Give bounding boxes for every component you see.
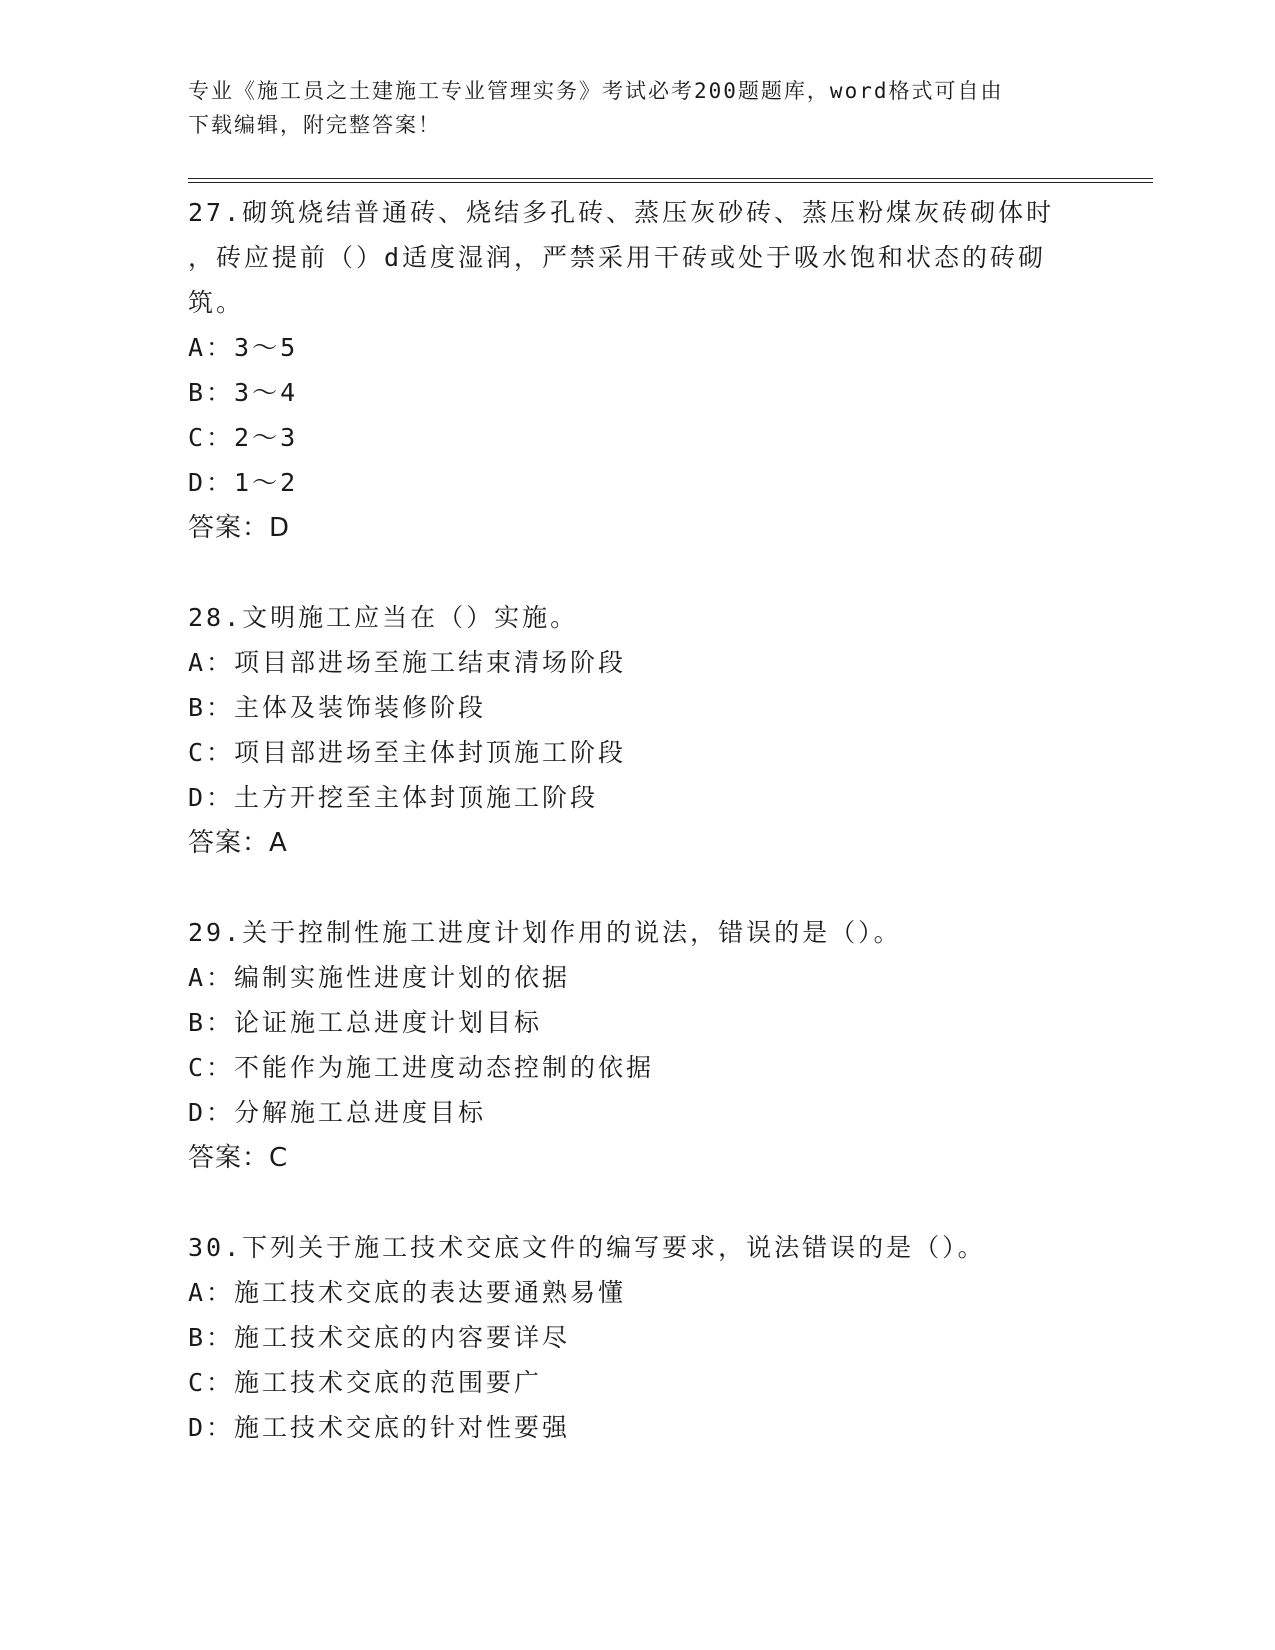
question-spacer	[188, 866, 1128, 910]
question-spacer	[188, 551, 1128, 595]
option-a: A：编制实施性进度计划的依据	[188, 963, 571, 992]
option-b: B：施工技术交底的内容要详尽	[188, 1323, 571, 1352]
question-stem-line: 30.下列关于施工技术交底文件的编写要求，说法错误的是（）。	[188, 1233, 986, 1262]
header-divider-top	[188, 178, 1153, 179]
question-stem	[188, 190, 1128, 325]
option-b: B：论证施工总进度计划目标	[188, 1008, 543, 1037]
option-b: B：3～4	[188, 378, 299, 407]
answer-label: 答案：D	[188, 513, 291, 543]
question-stem-line: 29.关于控制性施工进度计划作用的说法，错误的是（）。	[188, 918, 902, 947]
option-a: A：项目部进场至施工结束清场阶段	[188, 648, 627, 677]
option-d: D：土方开挖至主体封顶施工阶段	[188, 783, 599, 812]
header-divider-bottom	[188, 182, 1153, 183]
header-line-1: 专业《施工员之土建施工专业管理实务》考试必考200题题库，word格式可自由	[188, 79, 1004, 103]
option-c: C：不能作为施工进度动态控制的依据	[188, 1053, 655, 1082]
document-header	[188, 74, 1088, 142]
answer-label: 答案：C	[188, 1143, 289, 1173]
question-stem	[188, 1225, 1128, 1270]
question-stem	[188, 595, 1128, 640]
question-27	[188, 190, 1128, 551]
option-d: D：分解施工总进度目标	[188, 1098, 487, 1127]
question-list	[188, 190, 1128, 1450]
question-stem-line: ，砖应提前（）d适度湿润，严禁采用干砖或处于吸水饱和状态的砖砌	[188, 243, 1047, 272]
option-a: A：3～5	[188, 333, 299, 362]
option-c: C：2～3	[188, 423, 299, 452]
question-stem-line: 28.文明施工应当在（）实施。	[188, 603, 579, 632]
question-29	[188, 910, 1128, 1181]
question-stem-line: 27.砌筑烧结普通砖、烧结多孔砖、蒸压灰砂砖、蒸压粉煤灰砖砌体时	[188, 198, 1055, 227]
option-d: D：1～2	[188, 468, 299, 497]
header-line-2: 下载编辑，附完整答案！	[188, 113, 441, 137]
option-b: B：主体及装饰装修阶段	[188, 693, 487, 722]
question-stem-line: 筑。	[188, 288, 245, 317]
question-spacer	[188, 1181, 1128, 1225]
option-a: A：施工技术交底的表达要通熟易懂	[188, 1278, 627, 1307]
question-stem	[188, 910, 1128, 955]
option-d: D：施工技术交底的针对性要强	[188, 1413, 571, 1442]
question-30	[188, 1225, 1128, 1450]
option-c: C：项目部进场至主体封顶施工阶段	[188, 738, 627, 767]
option-c: C：施工技术交底的范围要广	[188, 1368, 543, 1397]
answer-label: 答案：A	[188, 828, 288, 858]
question-28	[188, 595, 1128, 866]
